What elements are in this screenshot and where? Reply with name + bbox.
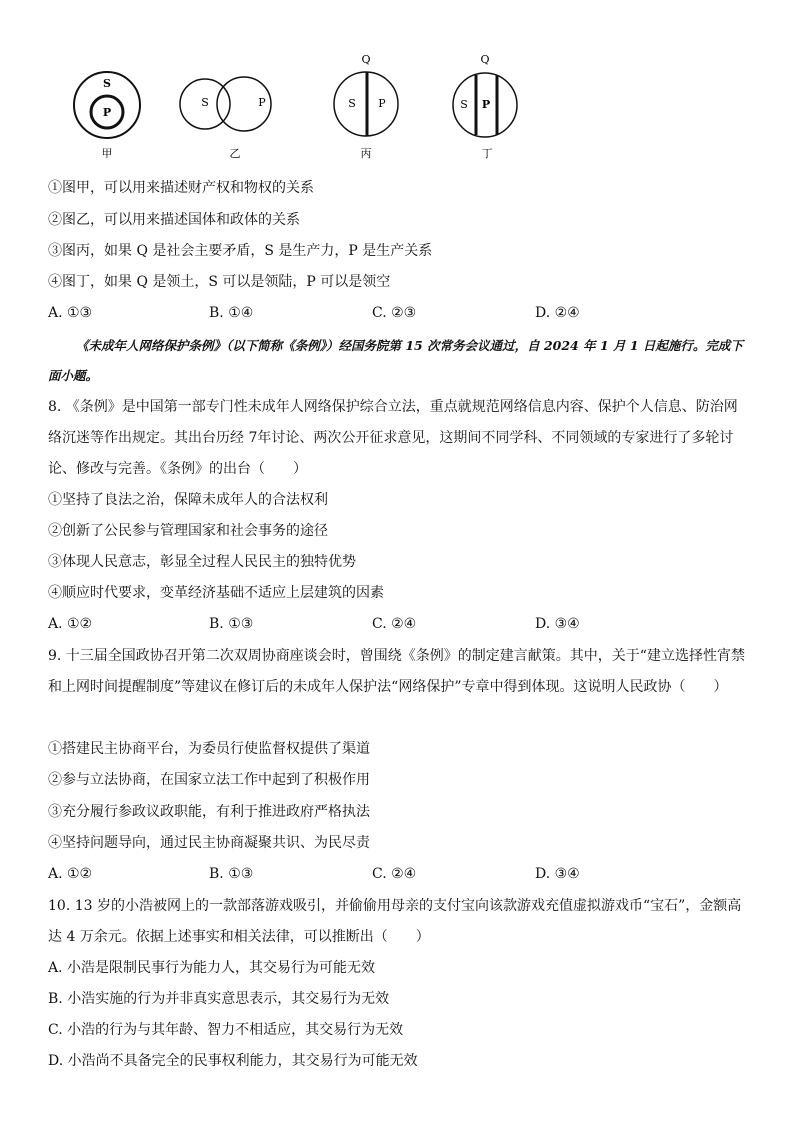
q10-choice-c[interactable]: C. 小浩的行为与其年龄、智力不相适应，其交易行为无效 [48,1022,404,1038]
q8-item-2: ②创新了公民参与管理国家和社会事务的途径 [48,523,328,539]
passage-text: 《未成年人网络保护条例》（以下简称《条例》）经国务院第 15 次常务会议通过，自 2024 年 1 月 1 日起施行。完成下面小题。 [48,338,743,383]
venn-diagrams [60,50,540,168]
q9-option-b[interactable]: B. ①③ [209,866,254,882]
label-s: S [348,97,356,110]
q8-item-1: ①坚持了良法之治，保障未成年人的合法权利 [48,492,328,508]
q9-stem: 9. 十三届全国政协召开第二次双周协商座谈会时，曾围绕《条例》的制定建言献策。其中，关于“建立选择性宵禁和上网时间提醒制度”等建议在修订后的未成年人保护法“网络保护”专章中得到体现。这说明人民政协（ ） [48,648,745,695]
caption-ding: 丁 [481,147,493,160]
label-s: S [201,96,209,109]
q9-item-2: ②参与立法协商，在国家立法工作中起到了积极作用 [48,772,370,788]
label-p: P [258,96,266,109]
label-s: S [103,77,111,90]
diagram-jia [74,72,140,160]
q8-stem: 8. 《条例》是中国第一部专门性未成年人网络保护综合立法，重点就规范网络信息内容、保护个人信息、防治网络沉迷等作出规定。其出台历经 7年讨论、两次公开征求意见，这期间不同学科、不同领域的专家进行了多轮讨论、修改与完善。《条例》的出台（ ） [48,399,738,477]
q7-item-3: ③图丙，如果 Q 是社会主要矛盾，S 是生产力，P 是生产关系 [48,243,433,259]
label-q: Q [361,53,371,66]
q7-option-c[interactable]: C. ②③ [372,305,417,321]
q8-option-c[interactable]: C. ②④ [372,616,417,632]
caption-yi: 乙 [229,147,241,160]
q7-item-1: ①图甲，可以用来描述财产权和物权的关系 [48,180,314,196]
q7-options [48,303,748,323]
q8-item-3: ③体现人民意志，彰显全过程人民民主的独特优势 [48,554,356,570]
q9-item-1: ①搭建民主协商平台，为委员行使监督权提供了渠道 [48,741,370,757]
q10-choice-b[interactable]: B. 小浩实施的行为并非真实意思表示，其交易行为无效 [48,991,390,1007]
label-p: P [102,106,112,119]
q7-item-2: ②图乙，可以用来描述国体和政体的关系 [48,212,300,228]
q9-options [48,864,748,884]
q10-choice-a[interactable]: A. 小浩是限制民事行为能力人，其交易行为可能无效 [48,960,376,976]
label-s: S [460,98,468,111]
q9-option-a[interactable]: A. ①② [48,866,93,882]
q9-item-3: ③充分履行参政议政职能，有利于推进政府严格执法 [48,804,370,820]
q8-item-4: ④顺应时代要求，变革经济基础不适应上层建筑的因素 [48,585,384,601]
q7-option-b[interactable]: B. ①④ [209,305,254,321]
reading-passage [48,331,748,391]
q10-choice-d[interactable]: D. 小浩尚不具备完全的民事权利能力，其交易行为可能无效 [48,1053,418,1069]
q10-stem: 10. 13 岁的小浩被网上的一款部落游戏吸引，并偷偷用母亲的支付宝向该款游戏充值虚拟游戏币“宝石”，金额高达 4 万余元。依据上述事实和相关法律，可以推断出（ ） [48,898,742,945]
q7-item-4: ④图丁，如果 Q 是领土，S 可以是领陆，P 可以是领空 [48,274,391,290]
q8-option-a[interactable]: A. ①② [48,616,93,632]
q8-options [48,614,748,634]
label-p: P [378,97,386,110]
caption-jia: 甲 [101,147,113,160]
q9-option-c[interactable]: C. ②④ [372,866,417,882]
label-q: Q [480,53,490,66]
q7-option-a[interactable]: A. ①③ [48,305,93,321]
diagram-ding [453,53,517,160]
q8-option-d[interactable]: D. ③④ [535,616,580,632]
q8-option-b[interactable]: B. ①③ [209,616,254,632]
caption-bing: 丙 [360,147,372,160]
q9-option-d[interactable]: D. ③④ [535,866,580,882]
diagram-yi [180,77,271,160]
label-p: P [481,98,491,111]
q9-item-4: ④坚持问题导向，通过民主协商凝聚共识、为民尽责 [48,835,370,851]
q7-option-d[interactable]: D. ②④ [535,305,580,321]
diagram-bing [334,53,398,160]
